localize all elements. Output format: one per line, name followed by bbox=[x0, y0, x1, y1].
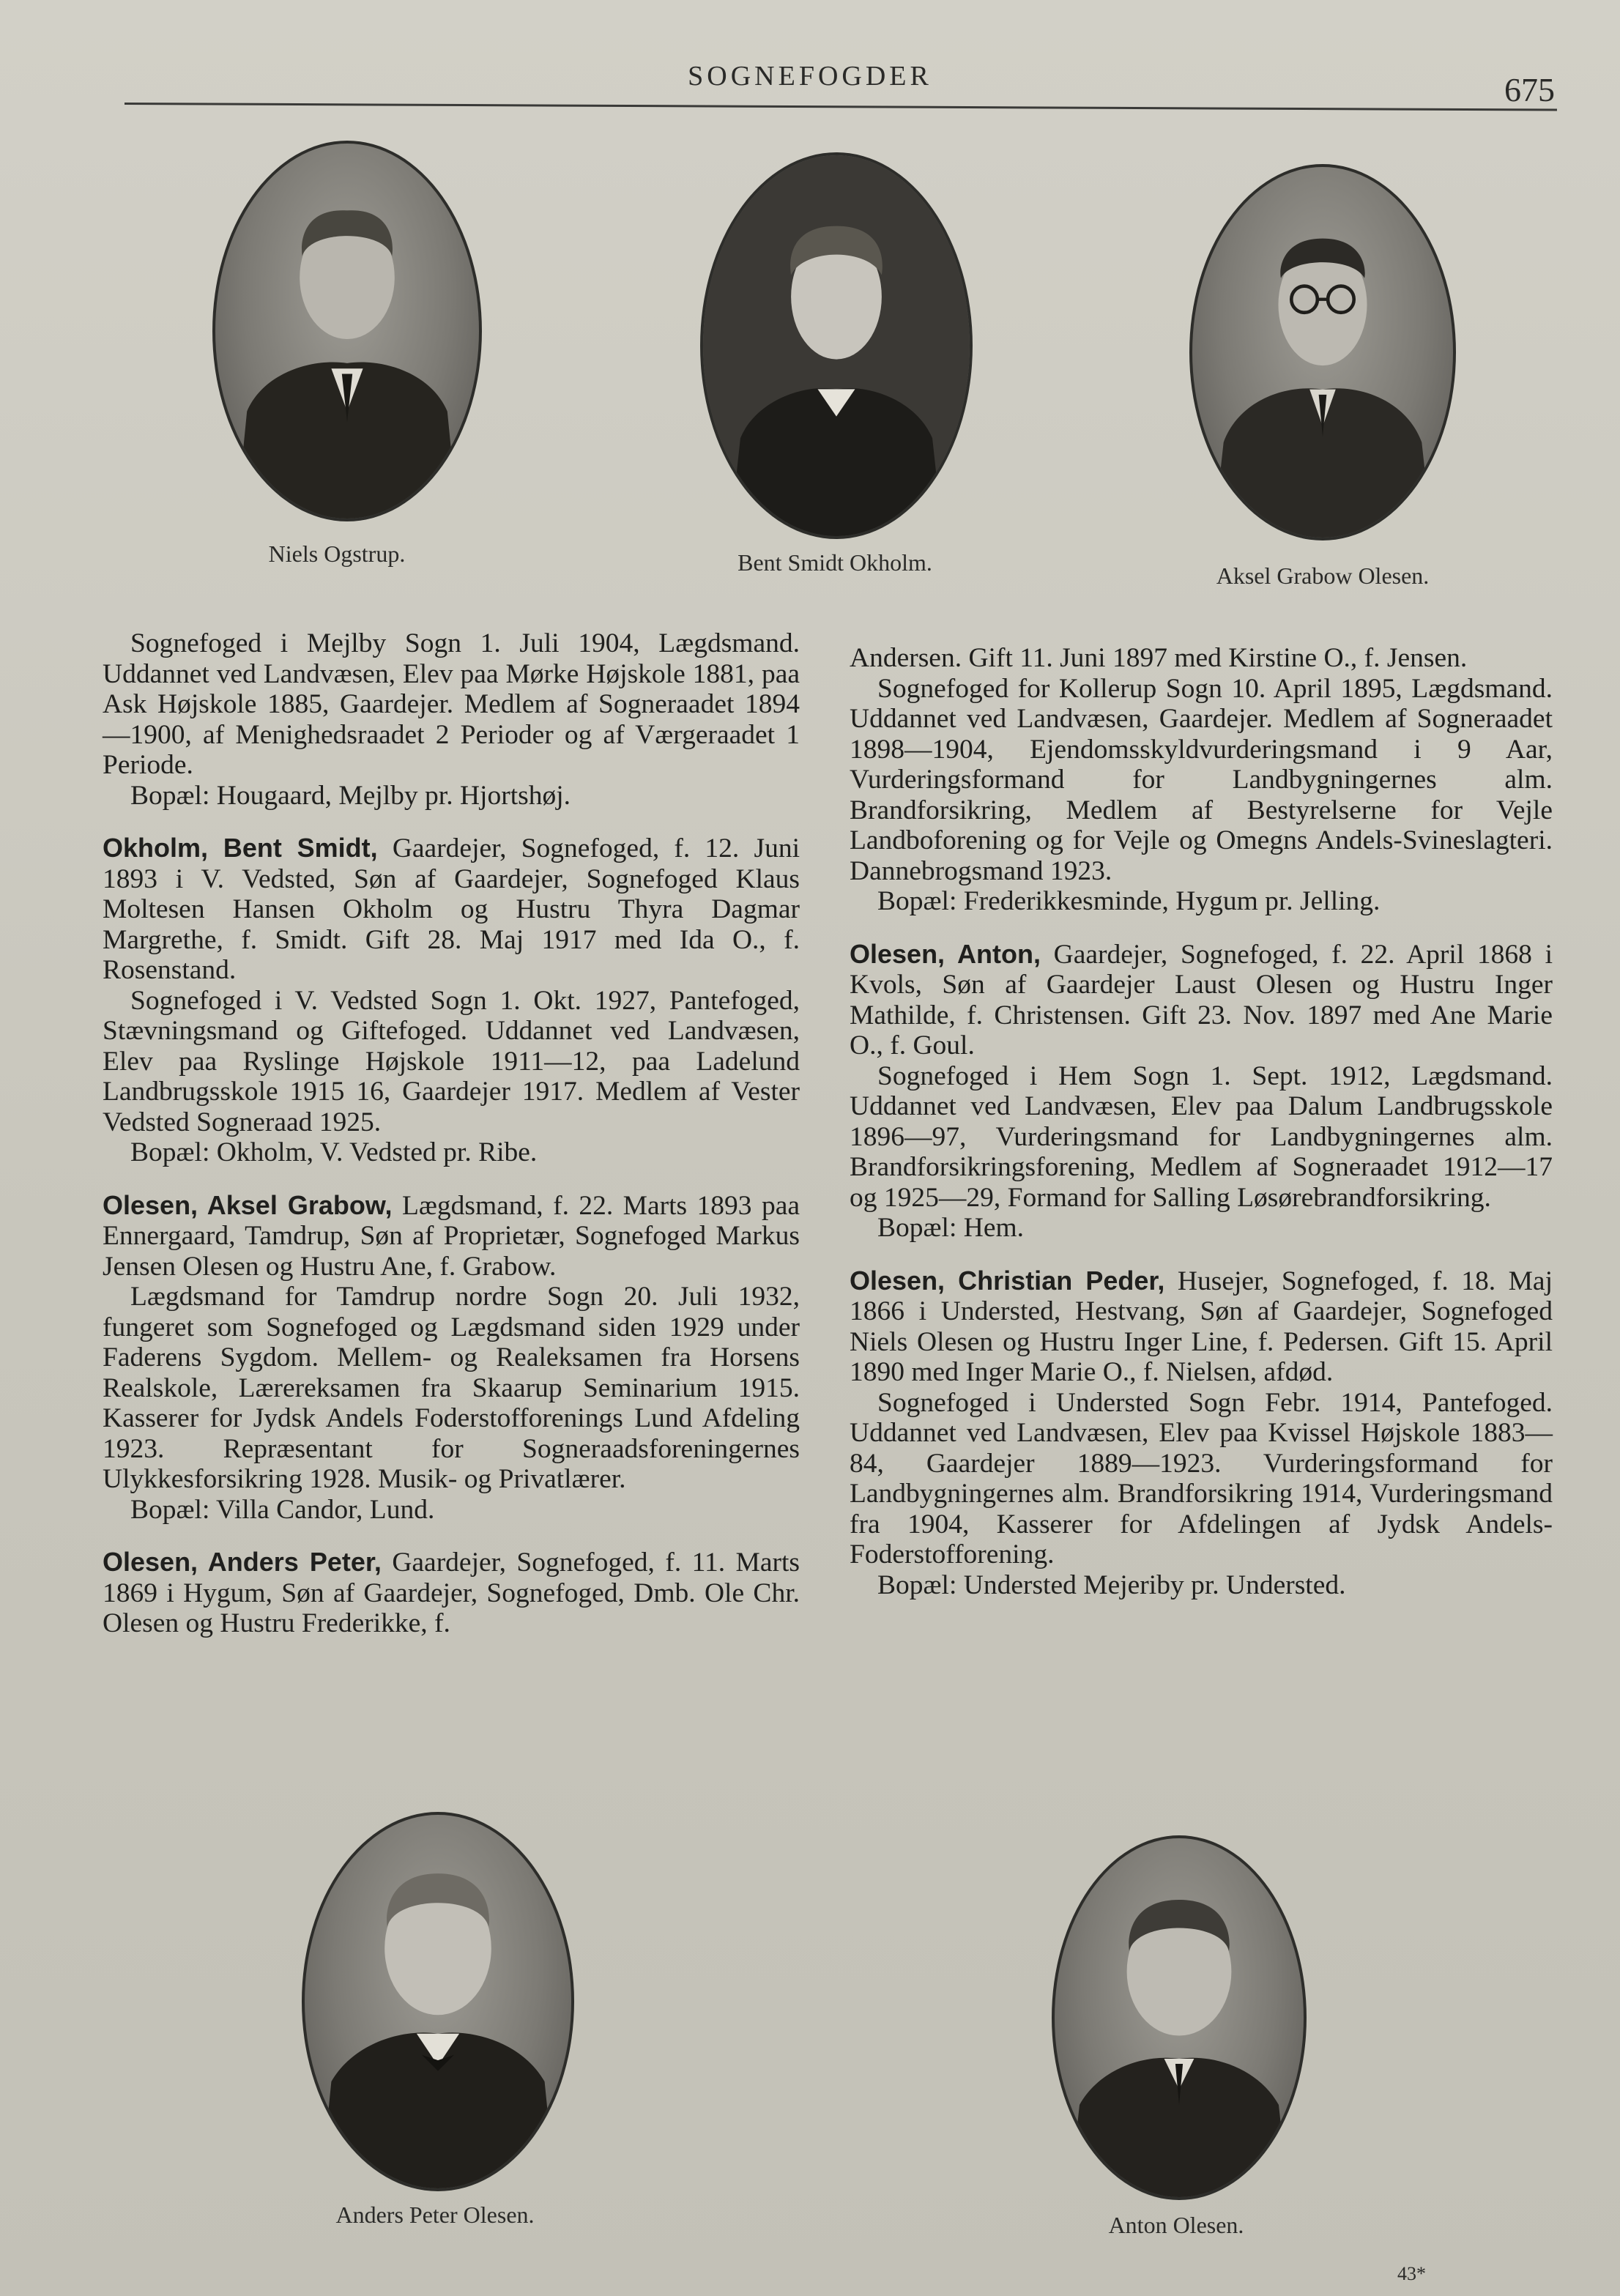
portrait-silhouette-icon bbox=[1055, 1838, 1304, 2197]
header-rule bbox=[125, 103, 1557, 111]
entry-paragraph: Lægdsmand for Tamdrup nordre Sogn 20. Juli 1932, fungeret som Sognefoged og Lægdsmand siden 1929 under Faderens Sygdom. Mellem- og Realeksamen fra Horsens Realskole, Lærereksamen fra Skaarup Seminarium 1915. Kasserer for Jydsk Andels Foderstofforenings Lund Afdeling 1923. Repræsentant for Sogneraadsforeningernes Ulykkesforsikring 1928. Musik- og Privatlærer. bbox=[103, 1282, 800, 1494]
portrait-silhouette-icon bbox=[305, 1815, 571, 2188]
portrait-caption-5: Anton Olesen. bbox=[1108, 2212, 1244, 2238]
entry-intro-text: Husejer, Sognefoged, f. 18. Maj 1866 i Understed, Hestvang, Søn af Gaardejer, Sognefoged Niels Olesen og Hustru Inger Line, f. Pedersen. Gift 15. April 1890 med Inger Marie O., f. Nielsen, afdød. bbox=[850, 1266, 1553, 1387]
entry-continued bbox=[850, 643, 1553, 917]
entry-olesen-aksel-grabow bbox=[103, 1190, 800, 1526]
entry-paragraph: Sognefoged i Hem Sogn 1. Sept. 1912, Lægdsmand. Uddannet ved Landvæsen, Elev paa Dalum Landbrugsskole 1896—97, Vurderingsmand for Landbygningernes alm. Brandforsikringsforening, Medlem af Sogneraadet 1912—17 og 1925—29, Formand for Salling Løsørebrandforsikring. bbox=[850, 1060, 1553, 1213]
entry-olesen-anders-peter bbox=[103, 1547, 800, 1639]
entry-continued bbox=[103, 628, 800, 811]
running-head: SOGNEFOGDER bbox=[688, 61, 932, 92]
entry-residence: Bopæl: Hem. bbox=[877, 1213, 1025, 1243]
entry-intro bbox=[103, 1190, 800, 1282]
portrait-caption-3: Aksel Grabow Olesen. bbox=[1216, 562, 1430, 589]
entry-residence: Bopæl: Frederikkesminde, Hygum pr. Jelling. bbox=[877, 886, 1381, 916]
right-text-column bbox=[850, 643, 1553, 1622]
portrait-photo-1 bbox=[212, 141, 482, 521]
entry-intro-text: Gaardejer, Sognefoged, f. 22. April 1868 i Kvols, Søn af Gaardejer Laust Olesen og Hustru Inger Mathilde, f. Christensen. Gift 23. Nov. 1897 med Ane Marie O., f. Goul. bbox=[850, 939, 1553, 1060]
entry-okholm-bent-smidt bbox=[103, 833, 800, 1168]
entry-intro bbox=[850, 1266, 1553, 1388]
entry-olesen-christian-peder bbox=[850, 1266, 1553, 1601]
portrait-caption-4: Anders Peter Olesen. bbox=[335, 2202, 535, 2228]
portrait-photo-5 bbox=[1052, 1835, 1307, 2200]
entry-residence: Bopæl: Okholm, V. Vedsted pr. Ribe. bbox=[130, 1137, 538, 1167]
entry-residence: Bopæl: Villa Candor, Lund. bbox=[130, 1494, 435, 1525]
entry-name: Olesen, Anders Peter, bbox=[103, 1547, 382, 1577]
entry-intro-text: Gaardejer, Sognefoged, f. 12. Juni 1893 i V. Vedsted, Søn af Gaardejer, Sognefoged Klaus Moltesen Hansen Okholm og Hustru Thyra Dagmar Margrethe, f. Smidt. Gift 28. Maj 1917 med Ida O., f. Rosenstand. bbox=[103, 833, 800, 985]
page-number: 675 bbox=[1504, 71, 1555, 108]
portrait-silhouette-icon bbox=[215, 144, 479, 519]
portrait-photo-4 bbox=[302, 1812, 574, 2191]
entry-paragraph: Sognefoged i Understed Sogn Febr. 1914, Pantefoged. Uddannet ved Landvæsen, Elev paa Kvissel Højskole 1883—84, Gaardejer 1889—1923. Vurderingsformand for Landbygningernes alm. Brandforsikring 1914, Vurderingsmand fra 1904, Kasserer for Afdelingen af Jydsk Andels-Foderstofforening. bbox=[850, 1387, 1553, 1569]
entry-intro-text: Andersen. Gift 11. Juni 1897 med Kirstine O., f. Jensen. bbox=[850, 643, 1468, 673]
entry-intro bbox=[103, 1547, 800, 1639]
entry-paragraph: Sognefoged for Kollerup Sogn 10. April 1895, Lægdsmand. Uddannet ved Landvæsen, Gaardejer. Medlem af Sogneraadet 1898—1904, Ejendomsskyldvurderingsmand i 9 Aar, Vurderingsformand for Landbygningernes alm. Brandforsikring, Medlem af Bestyrelserne for Vejle Landboforening og for Vejle og Omegns Andels-Svineslagteri. Dannebrogsmand 1923. bbox=[850, 673, 1553, 886]
portrait-photo-2 bbox=[700, 152, 973, 539]
signature-mark: 43* bbox=[1397, 2263, 1426, 2284]
entry-name: Olesen, Christian Peder, bbox=[850, 1265, 1165, 1296]
entry-residence: Bopæl: Understed Mejeriby pr. Understed. bbox=[877, 1569, 1346, 1600]
entry-paragraph: Sognefoged i Mejlby Sogn 1. Juli 1904, Lægdsmand. Uddannet ved Landvæsen, Elev paa Mørke Højskole 1881, paa Ask Højskole 1885, Gaardejer. Medlem af Sogneraadet 1894—1900, af Menighedsraadet 2 Perioder og af Værgeraadet 1 Periode. bbox=[103, 628, 800, 780]
portrait-caption-1: Niels Ogstrup. bbox=[268, 540, 406, 567]
portrait-silhouette-icon bbox=[1192, 167, 1453, 538]
entry-olesen-anton bbox=[850, 939, 1553, 1244]
portrait-silhouette-icon bbox=[703, 155, 970, 536]
left-text-column bbox=[103, 628, 800, 1661]
entry-intro bbox=[850, 939, 1553, 1061]
entry-paragraph: Sognefoged i V. Vedsted Sogn 1. Okt. 1927, Pantefoged, Stævningsmand og Giftefoged. Uddannet ved Landvæsen, Elev paa Ryslinge Højskole 1911—12, paa Ladelund Landbrugsskole 1915 16, Gaardejer 1917. Medlem af Vester Vedsted Sogneraad 1925. bbox=[103, 985, 800, 1137]
entry-name: Olesen, Anton, bbox=[850, 938, 1041, 969]
entry-intro-text: Lægdsmand, f. 22. Marts 1893 paa Ennergaard, Tamdrup, Søn af Proprietær, Sognefoged Markus Jensen Olesen og Hustru Ane, f. Grabow. bbox=[103, 1190, 800, 1282]
entry-name: Okholm, Bent Smidt, bbox=[103, 833, 378, 863]
portrait-photo-3 bbox=[1189, 164, 1456, 540]
entry-name: Olesen, Aksel Grabow, bbox=[103, 1189, 393, 1220]
entry-intro-text: Gaardejer, Sognefoged, f. 11. Marts 1869 i Hygum, Søn af Gaardejer, Sognefoged, Dmb. Ole Chr. Olesen og Hustru Frederikke, f. bbox=[103, 1548, 800, 1638]
portrait-caption-2: Bent Smidt Okholm. bbox=[737, 549, 932, 576]
entry-residence: Bopæl: Hougaard, Mejlby pr. Hjortshøj. bbox=[130, 780, 571, 811]
entry-intro bbox=[103, 833, 800, 986]
